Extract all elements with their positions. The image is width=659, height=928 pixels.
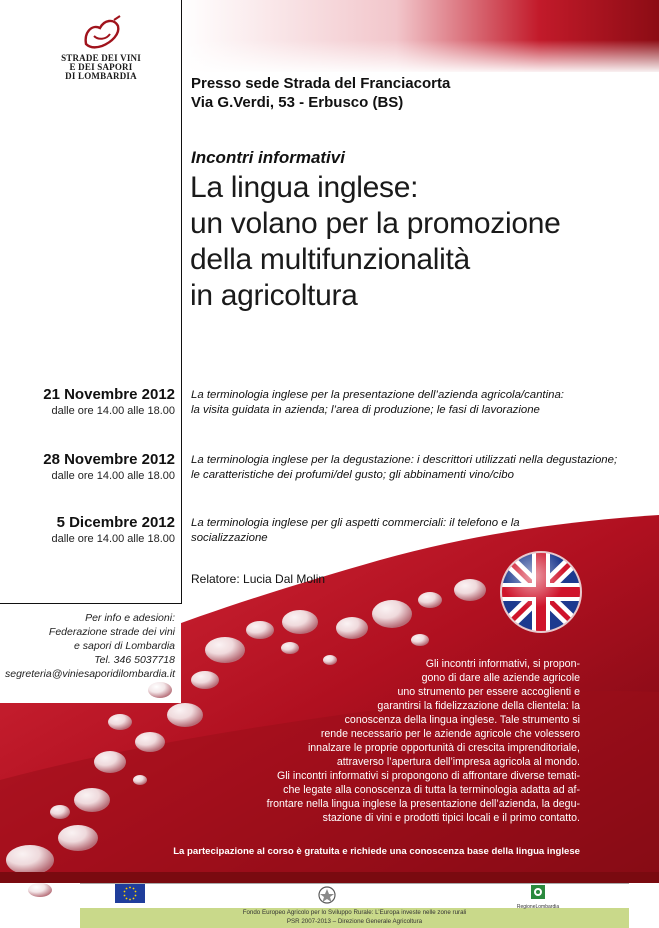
session-date: 5 Dicembre 2012 bbox=[56, 514, 175, 531]
desc-line: garantirsi la fidelizzazione della clientela: la bbox=[377, 700, 580, 712]
contact-heading: Per info e adesioni: bbox=[85, 612, 175, 624]
session-date: 28 Novembre 2012 bbox=[43, 451, 175, 468]
session-1-date bbox=[0, 386, 175, 418]
session-hours: dalle ore 14.00 alle 18.00 bbox=[51, 405, 175, 417]
session-date: 21 Novembre 2012 bbox=[43, 386, 175, 403]
venue-line-1: Presso sede Strada del Franciacorta bbox=[191, 75, 451, 92]
speaker-name: Relatore: Lucia Dal Molin bbox=[191, 572, 326, 586]
event-title bbox=[190, 170, 655, 314]
session-1-topic bbox=[191, 388, 641, 418]
eu-flag-icon bbox=[115, 884, 145, 903]
regione-lombardia-logo bbox=[516, 885, 560, 910]
desc-line: Gli incontri informativi, si propon- bbox=[425, 658, 580, 670]
contact-org: Federazione strade dei vini bbox=[48, 626, 175, 638]
title-line-3: della multifunzionalità bbox=[190, 243, 470, 276]
desc-line: uno strumento per essere accoglienti e bbox=[397, 686, 580, 698]
title-line-2: un volano per la promozione bbox=[190, 207, 561, 240]
footer-psr-line: PSR 2007-2013 – Direzione Generale Agricoltura bbox=[286, 918, 423, 925]
topic-line: socializzazione bbox=[191, 532, 268, 544]
logo-line-1: STRADE DEI VINI bbox=[61, 53, 141, 63]
desc-line: conoscenza della lingua inglese. Tale strumento si bbox=[344, 714, 580, 726]
topic-line: La terminologia inglese per la presentazione dell’azienda agricola/cantina: bbox=[191, 389, 564, 401]
session-3-date bbox=[0, 514, 175, 546]
contact-phone: Tel. 346 5037718 bbox=[94, 654, 175, 666]
desc-line: attraverso l’apertura dell’impresa agricola al mondo. bbox=[336, 756, 580, 768]
event-subtitle: Incontri informativi bbox=[191, 148, 345, 167]
strade-vini-logo bbox=[46, 14, 156, 104]
session-3-topic bbox=[191, 516, 641, 546]
topic-line: la visita guidata in azienda; l’area di produzione; le fasi di lavorazione bbox=[191, 404, 540, 416]
contact-org-2: e sapori di Lombardia bbox=[74, 640, 175, 652]
title-line-4: in agricoltura bbox=[190, 279, 358, 312]
footer-fund-line: Fondo Europeo Agricolo per lo Sviluppo Rurale: L’Europa investe nelle zone rurali bbox=[242, 909, 467, 916]
session-hours: dalle ore 14.00 alle 18.00 bbox=[51, 470, 175, 482]
session-2-date bbox=[0, 451, 175, 483]
italian-emblem-icon bbox=[318, 885, 336, 905]
desc-line: innalzare le proprie opportunità di crescita imprenditoriale, bbox=[307, 742, 580, 754]
event-description bbox=[238, 657, 580, 825]
venue-address bbox=[191, 74, 651, 112]
wine-glass-logo-icon bbox=[78, 14, 124, 54]
desc-line: frontare nella lingua inglese la presentazione dell’azienda, la degu- bbox=[266, 798, 580, 810]
desc-line: gono di dare alle aziende agricole bbox=[421, 672, 580, 684]
title-line-1: La lingua inglese: bbox=[190, 171, 419, 204]
contact-email: segreteria@viniesaporidilombardia.it bbox=[5, 668, 175, 680]
topic-line: La terminologia inglese per la degustazione: i descrittori utilizzati nella degustazione; bbox=[191, 454, 618, 466]
lombardia-rose-icon bbox=[531, 885, 545, 899]
session-hours: dalle ore 14.00 alle 18.00 bbox=[51, 533, 175, 545]
desc-line: rende necessario per le aziende agricole che volessero bbox=[320, 728, 580, 740]
logo-line-2: E DEI SAPORI bbox=[69, 62, 133, 72]
contact-info bbox=[0, 611, 175, 681]
topic-line: La terminologia inglese per gli aspetti commerciali: il telefono e la bbox=[191, 517, 520, 529]
venue-line-2: Via G.Verdi, 53 - Erbusco (BS) bbox=[191, 94, 404, 111]
logo-line-3: DI LOMBARDIA bbox=[65, 71, 137, 81]
participation-note: La partecipazione al corso è gratuita e richiede una conoscenza base della lingua inglese bbox=[173, 846, 580, 857]
region-label: RegioneLombardia bbox=[516, 904, 560, 910]
desc-line: stazione di vini e prodotti tipici locali e il primo contatto. bbox=[322, 812, 580, 824]
desc-line: Gli incontri informativi si propongono di affrontare diverse temati- bbox=[276, 770, 580, 782]
topic-line: le caratteristiche dei profumi/del gusto; gli abbinamenti vino/cibo bbox=[191, 469, 514, 481]
session-2-topic bbox=[191, 453, 641, 483]
desc-line: che legate alla conoscenza di tutta la terminologia adatta ad af- bbox=[283, 784, 580, 796]
